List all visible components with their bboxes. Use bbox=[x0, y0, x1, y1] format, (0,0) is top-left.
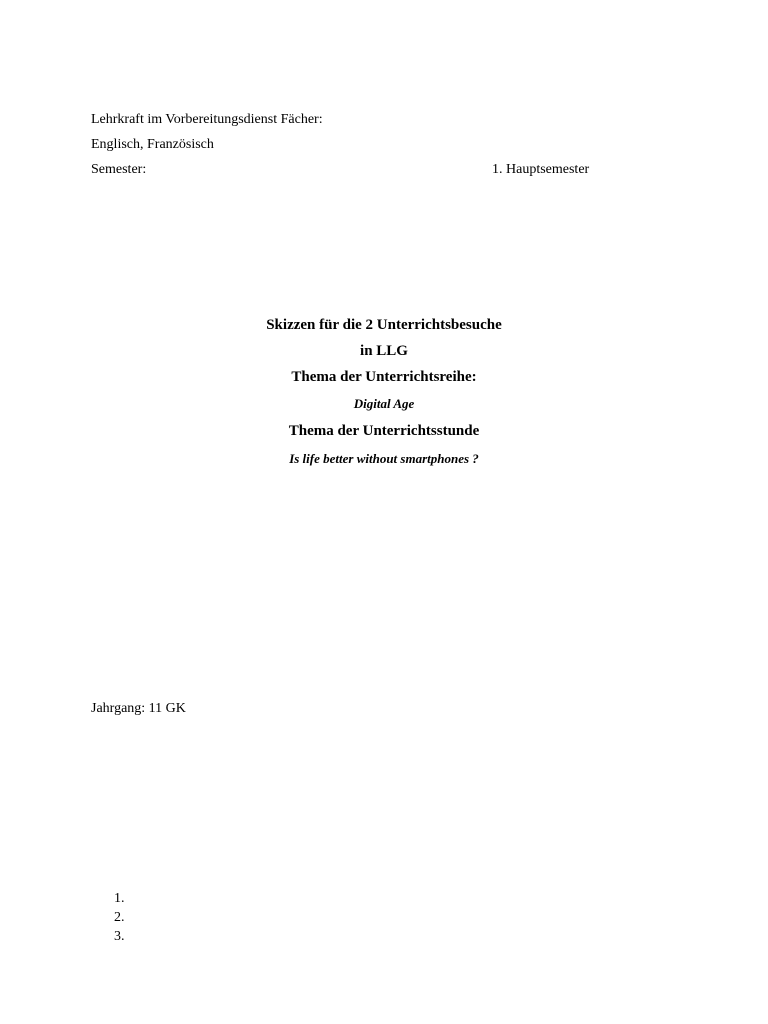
lesson-topic-label: Thema der Unterrichtsstunde bbox=[288, 423, 480, 439]
teacher-subjects-line: Lehrkraft im Vorbereitungsdienst Fächer: bbox=[91, 112, 323, 127]
semester-label: Semester: bbox=[91, 162, 147, 177]
semester-value: 1. Hauptsemester bbox=[492, 162, 590, 177]
list-item-3: 3. bbox=[114, 929, 125, 944]
title-line-2: in LLG bbox=[360, 343, 408, 359]
subjects-line: Englisch, Französisch bbox=[91, 137, 214, 152]
lesson-topic-value: Is life better without smartphones ? bbox=[289, 451, 479, 466]
grade-line: Jahrgang: 11 GK bbox=[91, 701, 186, 716]
title-line-1: Skizzen für die 2 Unterrichtsbesuche bbox=[266, 317, 502, 333]
series-topic-label: Thema der Unterrichtsreihe: bbox=[291, 369, 477, 385]
list-item-2: 2. bbox=[114, 910, 125, 925]
list-item-1: 1. bbox=[114, 891, 125, 906]
series-topic-value: Digital Age bbox=[353, 396, 415, 411]
